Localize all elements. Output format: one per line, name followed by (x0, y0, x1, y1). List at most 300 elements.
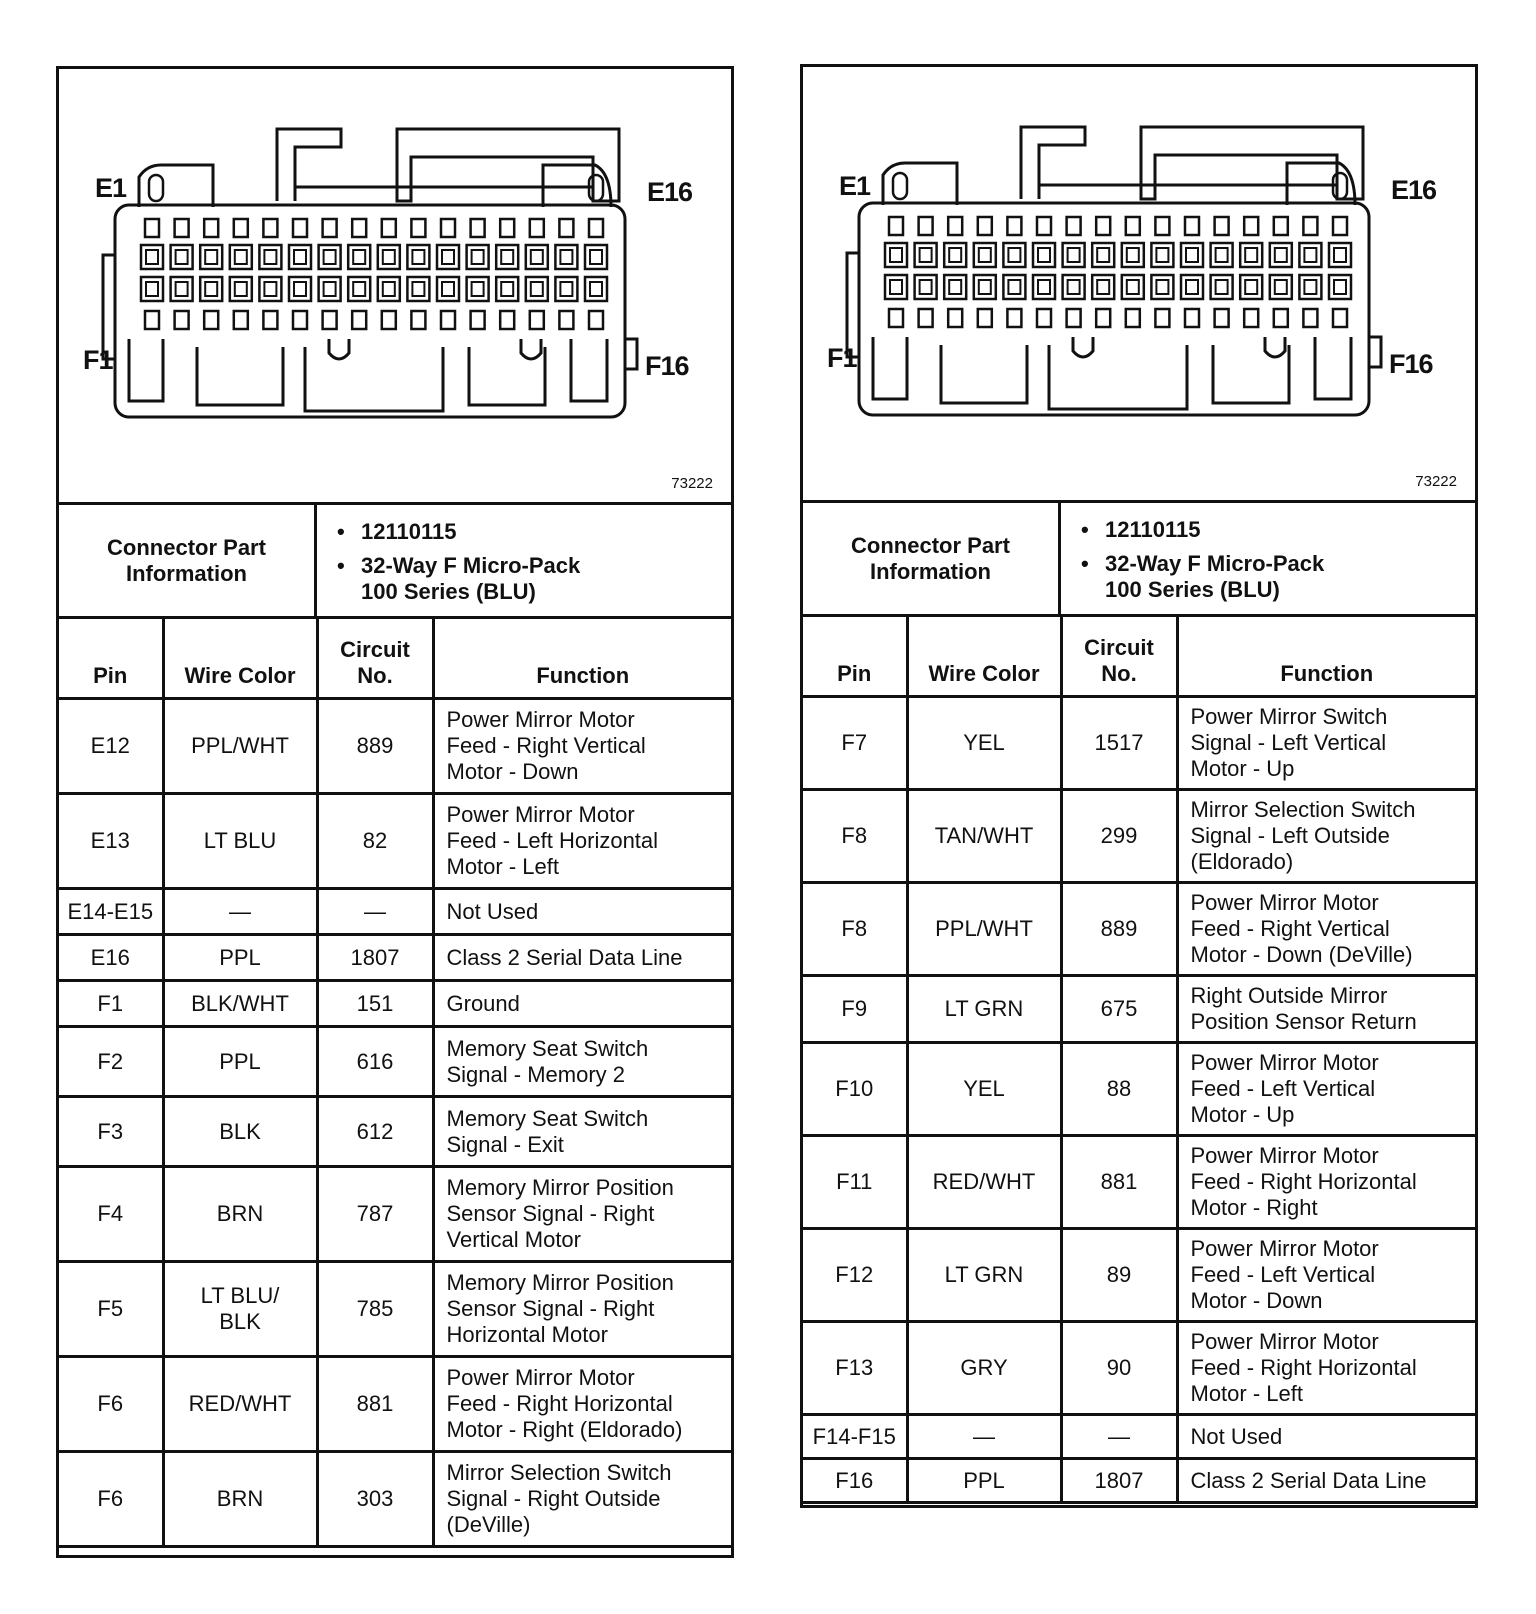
f-row-cavity (407, 277, 429, 301)
e-row-latch (1303, 217, 1317, 235)
table-row (59, 1097, 731, 1167)
pin-table (803, 617, 1475, 1504)
wire-color-cell (163, 889, 317, 935)
f-row-terminal (353, 282, 365, 296)
f-row-terminal (324, 282, 336, 296)
f-row-terminal (1245, 280, 1257, 294)
f-row-terminal (1216, 280, 1228, 294)
wire-color-cell (163, 1357, 317, 1452)
circuit-cell (317, 1027, 433, 1097)
pin-cell (59, 1167, 163, 1262)
pin-cell-text: F7 (841, 730, 868, 755)
e-row-cavity (171, 245, 193, 269)
circuit-cell-text: 303 (356, 1486, 394, 1511)
connector-body (859, 203, 1369, 415)
e-row-cavity (585, 245, 607, 269)
wire-color-cell-text: TAN/WHT (934, 823, 1034, 848)
f-row-terminal (176, 282, 188, 296)
f-row-latch (559, 311, 573, 329)
e-row-cavity (496, 245, 518, 269)
circuit-cell (1061, 1043, 1177, 1136)
table-row (803, 883, 1475, 976)
function-cell (1177, 1459, 1475, 1503)
e-row-cavity (200, 245, 222, 269)
pin-cell (803, 976, 907, 1043)
f-row-cavity (259, 277, 281, 301)
e-row-cavity (885, 243, 907, 267)
f-row-terminal (1334, 280, 1346, 294)
circuit-cell (1061, 883, 1177, 976)
pin-cell (803, 1136, 907, 1229)
table-row (803, 1322, 1475, 1415)
wire-color-cell (907, 1229, 1061, 1322)
f-row-cavity (974, 275, 996, 299)
skirt-right (571, 339, 607, 401)
circuit-cell (317, 935, 433, 981)
e-row-terminal (1216, 248, 1228, 262)
pin-cell (59, 1452, 163, 1547)
e-row-cavity (915, 243, 937, 267)
e-row-cavity (348, 245, 370, 269)
side-rib-left (847, 253, 859, 357)
wire-color-cell-text: BLK/WHT (191, 990, 289, 1016)
e-row-cavity (1151, 243, 1173, 267)
function-cell-text: Memory Mirror Position Sensor Signal - Right Horizontal Motor (446, 1270, 674, 1347)
f-row-latch (1303, 309, 1317, 327)
e-row-terminal (235, 250, 247, 264)
pin-cell (803, 1043, 907, 1136)
pin-cell-text: E13 (90, 828, 130, 853)
circuit-cell (1061, 1322, 1177, 1415)
wire-color-cell-text: RED/WHT (932, 1169, 1036, 1194)
f-row-latch (234, 311, 248, 329)
pin-cell-text: E14-E15 (67, 898, 154, 924)
e-row-cavity (1270, 243, 1292, 267)
figure-number: 73222 (1415, 473, 1457, 490)
pin-cell-text: F8 (841, 823, 868, 848)
f-row-terminal (1068, 280, 1080, 294)
label-e16: E16 (647, 177, 693, 207)
function-cell (1177, 697, 1475, 790)
pin-cell-text: F4 (97, 1201, 124, 1226)
circuit-cell (317, 981, 433, 1027)
skirt-right (1315, 337, 1351, 399)
function-cell-text: Power Mirror Motor Feed - Right Vertical Motor - Down (DeVille) (1190, 890, 1413, 967)
header-circuit-text: Circuit No. (1084, 635, 1154, 686)
function-cell-text: Right Outside Mirror Position Sensor Return (1190, 983, 1417, 1034)
f-row-cavity (1003, 275, 1025, 299)
part-number: • 12110115 (361, 519, 580, 545)
pin-cell (59, 1097, 163, 1167)
circuit-cell (1061, 1229, 1177, 1322)
e-row-cavity (319, 245, 341, 269)
function-cell-text: Class 2 Serial Data Line (1190, 1467, 1427, 1493)
pin-cell (59, 935, 163, 981)
circuit-cell-text: 787 (356, 1201, 394, 1226)
skirt-mid-right (469, 347, 545, 405)
f-row-cavity (230, 277, 252, 301)
wire-color-cell (907, 1043, 1061, 1136)
notch-left (1073, 337, 1093, 357)
wire-color-cell-text: — (229, 898, 251, 924)
info-label-line1: Connector Part (107, 534, 266, 560)
table-row (59, 1167, 731, 1262)
f-row-latch (175, 311, 189, 329)
pin-cell-text: F14-F15 (812, 1423, 896, 1449)
pin-cell-text: F1 (97, 990, 124, 1016)
pin-cell (803, 790, 907, 883)
e-row-latch (145, 219, 159, 237)
label-e16: E16 (1391, 175, 1437, 205)
e-row-latch (175, 219, 189, 237)
e-row-latch (411, 219, 425, 237)
function-cell-text: Memory Seat Switch Signal - Memory 2 (446, 1035, 649, 1087)
wire-color-cell (163, 1452, 317, 1547)
f-row-cavity (585, 277, 607, 301)
function-cell (1177, 1229, 1475, 1322)
pin-cell (803, 883, 907, 976)
circuit-cell-text: 612 (356, 1118, 394, 1144)
wire-color-cell (907, 1136, 1061, 1229)
connector-panel-right (800, 64, 1478, 1508)
f-row-latch (1067, 309, 1081, 327)
pin-cell (59, 981, 163, 1027)
e-row-cavity (526, 245, 548, 269)
e-row-cavity (437, 245, 459, 269)
wire-color-cell (163, 981, 317, 1027)
table-row (803, 1229, 1475, 1322)
pin-cell (59, 699, 163, 794)
table-row (59, 794, 731, 889)
f-row-cavity (915, 275, 937, 299)
connector-part-info (59, 505, 731, 619)
pin-table (59, 619, 731, 1548)
pin-cell-text: F10 (835, 1076, 874, 1101)
wire-color-cell-text: YEL (963, 730, 1005, 755)
header-function: Function (1177, 617, 1475, 697)
f-row-cavity (1151, 275, 1173, 299)
e-row-terminal (176, 250, 188, 264)
pin-cell-text: E12 (90, 733, 130, 758)
circuit-cell (317, 889, 433, 935)
e-row-cavity (467, 245, 489, 269)
e-row-latch (1333, 217, 1347, 235)
wire-color-cell (907, 976, 1061, 1043)
wire-color-cell-text: GRY (960, 1355, 1008, 1380)
e-row-latch (1274, 217, 1288, 235)
f-row-latch (352, 311, 366, 329)
e-row-cavity (1211, 243, 1233, 267)
table-row (803, 976, 1475, 1043)
f-row-latch (204, 311, 218, 329)
table-header-row (59, 619, 731, 699)
function-cell-text: Power Mirror Motor Feed - Right Horizontal Motor - Right (1190, 1143, 1417, 1220)
f-row-terminal (1156, 280, 1168, 294)
function-cell-text: Mirror Selection Switch Signal - Left Outside (Eldorado) (1190, 797, 1416, 874)
table-row (59, 935, 731, 981)
wire-color-cell (907, 1322, 1061, 1415)
table-row (803, 697, 1475, 790)
table-row (59, 1357, 731, 1452)
info-list (1061, 503, 1324, 614)
f-row-cavity (1063, 275, 1085, 299)
function-cell-text: Memory Seat Switch Signal - Exit (446, 1105, 649, 1157)
e-row-cavity (974, 243, 996, 267)
skirt-mid-left (941, 345, 1027, 403)
e-row-terminal (383, 250, 395, 264)
info-label-line2: Information (125, 560, 247, 586)
wire-color-cell (163, 1027, 317, 1097)
e-row-terminal (1097, 248, 1109, 262)
table-body-right (803, 697, 1475, 1503)
e-row-cavity (1240, 243, 1262, 267)
f-row-latch (889, 309, 903, 327)
f-row-terminal (1127, 280, 1139, 294)
e-row-latch (263, 219, 277, 237)
function-cell-text: Class 2 Serial Data Line (446, 944, 683, 970)
e-row-latch (382, 219, 396, 237)
f-row-cavity (1092, 275, 1114, 299)
function-cell (433, 935, 731, 981)
f-row-latch (382, 311, 396, 329)
function-cell (433, 1027, 731, 1097)
circuit-cell-text: 1517 (1094, 730, 1144, 755)
left-key (149, 175, 163, 201)
e-row-terminal (412, 250, 424, 264)
circuit-cell-text: 88 (1106, 1076, 1132, 1101)
f-row-cavity (555, 277, 577, 301)
e-row-latch (948, 217, 962, 235)
f-row-cavity (1270, 275, 1292, 299)
f-row-terminal (205, 282, 217, 296)
pin-cell-text: F5 (97, 1296, 124, 1321)
function-cell-text: Power Mirror Motor Feed - Left Vertical Motor - Up (1190, 1050, 1379, 1127)
f-row-latch (1096, 309, 1110, 327)
f-row-latch (1333, 309, 1347, 327)
f-row-latch (1126, 309, 1140, 327)
pin-cell (59, 1262, 163, 1357)
e-row-terminal (205, 250, 217, 264)
wire-color-cell (907, 790, 1061, 883)
circuit-cell (317, 1262, 433, 1357)
info-label (59, 505, 317, 616)
side-rib-right (1369, 337, 1381, 367)
wire-color-cell-text: — (973, 1423, 995, 1449)
circuit-cell (1061, 790, 1177, 883)
latch-left (1021, 127, 1085, 199)
e-row-cavity (1063, 243, 1085, 267)
f-row-latch (1215, 309, 1229, 327)
circuit-cell-text: 889 (356, 733, 394, 758)
f-row-latch (1274, 309, 1288, 327)
e-row-terminal (979, 248, 991, 262)
f-row-terminal (235, 282, 247, 296)
part-desc-line2: 100 Series (BLU) (361, 579, 536, 604)
e-row-cavity (1122, 243, 1144, 267)
f-row-terminal (1097, 280, 1109, 294)
e-row-latch (1037, 217, 1051, 235)
e-row-terminal (1186, 248, 1198, 262)
f-row-latch (919, 309, 933, 327)
function-cell (433, 794, 731, 889)
circuit-cell (1061, 1136, 1177, 1229)
e-row-terminal (1275, 248, 1287, 262)
pin-cell (803, 1415, 907, 1459)
wire-color-cell (163, 1262, 317, 1357)
f-row-terminal (1275, 280, 1287, 294)
label-f16: F16 (645, 351, 689, 381)
f-row-latch (1037, 309, 1051, 327)
circuit-cell-text: 90 (1106, 1355, 1132, 1380)
e-row-terminal (324, 250, 336, 264)
function-cell-text: Power Mirror Motor Feed - Right Horizontal Motor - Left (1190, 1329, 1417, 1406)
info-label-line2: Information (869, 558, 991, 584)
e-row-terminal (531, 250, 543, 264)
f-row-terminal (1304, 280, 1316, 294)
e-row-latch (589, 219, 603, 237)
part-description (1105, 551, 1324, 603)
info-label-line1: Connector Part (851, 532, 1010, 558)
skirt-mid-left (197, 347, 283, 405)
e-row-latch (919, 217, 933, 235)
circuit-cell (317, 1357, 433, 1452)
f-row-terminal (1008, 280, 1020, 294)
e-row-cavity (1181, 243, 1203, 267)
function-cell (1177, 1043, 1475, 1136)
function-cell (433, 981, 731, 1027)
f-row-cavity (1122, 275, 1144, 299)
table-row (59, 981, 731, 1027)
f-row-cavity (378, 277, 400, 301)
f-row-cavity (1181, 275, 1203, 299)
connector-panel-left (56, 66, 734, 1558)
e-row-terminal (472, 250, 484, 264)
wire-color-cell-text: BLK (219, 1118, 261, 1144)
f-row-latch (530, 311, 544, 329)
wire-color-cell-text: BRN (216, 1201, 264, 1226)
e-row-terminal (353, 250, 365, 264)
pin-cell-text: F12 (835, 1262, 874, 1287)
table-row (59, 1027, 731, 1097)
f-row-cavity (1033, 275, 1055, 299)
pin-cell-text: F11 (836, 1169, 873, 1194)
part-number: • 12110115 (1105, 517, 1324, 543)
pin-cell-text: F16 (835, 1467, 874, 1493)
e-row-latch (1155, 217, 1169, 235)
e-row-latch (530, 219, 544, 237)
label-e1: E1 (839, 171, 871, 201)
table-row (59, 699, 731, 794)
header-function: Function (433, 619, 731, 699)
f-row-latch (263, 311, 277, 329)
part-desc-line1: • 32-Way F Micro-Pack (361, 553, 581, 578)
e-row-cavity (289, 245, 311, 269)
wire-color-cell-text: LT GRN (944, 996, 1024, 1021)
f-row-terminal (442, 282, 454, 296)
f-row-latch (145, 311, 159, 329)
f-row-cavity (467, 277, 489, 301)
wire-color-cell-text: RED/WHT (188, 1391, 292, 1416)
f-row-cavity (1299, 275, 1321, 299)
wire-color-cell (907, 1415, 1061, 1459)
e-row-cavity (1003, 243, 1025, 267)
f-row-terminal (1186, 280, 1198, 294)
connector-diagram (803, 67, 1475, 503)
table-row (803, 1415, 1475, 1459)
circuit-cell-text: 881 (356, 1391, 394, 1416)
connector-body (115, 205, 625, 417)
e-row-latch (441, 219, 455, 237)
e-row-latch (559, 219, 573, 237)
e-row-terminal (1008, 248, 1020, 262)
label-f1: F1 (827, 343, 857, 373)
f-row-cavity (1211, 275, 1233, 299)
circuit-cell-text: — (1108, 1423, 1130, 1449)
function-cell (1177, 790, 1475, 883)
f-row-terminal (979, 280, 991, 294)
figure-number: 73222 (671, 475, 713, 492)
function-cell-text: Power Mirror Motor Feed - Right Horizontal Motor - Right (Eldorado) (446, 1365, 683, 1442)
f-row-latch (1155, 309, 1169, 327)
e-row-terminal (1127, 248, 1139, 262)
circuit-cell-text: — (364, 898, 386, 924)
f-row-latch (411, 311, 425, 329)
latch-left (277, 129, 341, 201)
e-row-latch (293, 219, 307, 237)
wire-color-cell-text: YEL (963, 1076, 1005, 1101)
function-cell (1177, 1415, 1475, 1459)
label-e1: E1 (95, 173, 127, 203)
wire-color-cell (907, 1459, 1061, 1503)
table-header-row (803, 617, 1475, 697)
skirt-left (129, 339, 163, 401)
header-wire-color: Wire Color (907, 617, 1061, 697)
circuit-cell (317, 1097, 433, 1167)
circuit-cell-text: 1807 (1094, 1467, 1144, 1493)
e-row-terminal (294, 250, 306, 264)
e-row-latch (1185, 217, 1199, 235)
f-row-latch (1007, 309, 1021, 327)
function-cell (433, 1452, 731, 1547)
skirt-center (1049, 345, 1187, 409)
pin-cell-text: F6 (97, 1391, 124, 1416)
circuit-cell (317, 794, 433, 889)
f-row-latch (978, 309, 992, 327)
function-cell-text: Power Mirror Switch Signal - Left Vertical Motor - Up (1190, 704, 1388, 781)
wire-color-cell (163, 699, 317, 794)
connector-face-drawing (803, 67, 1475, 501)
wire-color-cell (163, 935, 317, 981)
skirt-left (873, 337, 907, 399)
f-row-terminal (531, 282, 543, 296)
wire-color-cell-text: PPL (963, 1467, 1005, 1493)
f-row-terminal (1038, 280, 1050, 294)
circuit-cell (317, 1167, 433, 1262)
pin-cell-text: F6 (97, 1486, 124, 1511)
pin-cell (803, 1322, 907, 1415)
part-desc-line1: • 32-Way F Micro-Pack (1105, 551, 1325, 576)
e-row-terminal (1068, 248, 1080, 262)
e-row-terminal (590, 250, 602, 264)
table-row (59, 1452, 731, 1547)
wire-color-cell-text: PPL/WHT (935, 916, 1033, 941)
f-row-terminal (949, 280, 961, 294)
skirt-center (305, 347, 443, 411)
f-row-terminal (294, 282, 306, 296)
pin-cell (803, 1229, 907, 1322)
f-row-terminal (501, 282, 513, 296)
f-row-latch (471, 311, 485, 329)
